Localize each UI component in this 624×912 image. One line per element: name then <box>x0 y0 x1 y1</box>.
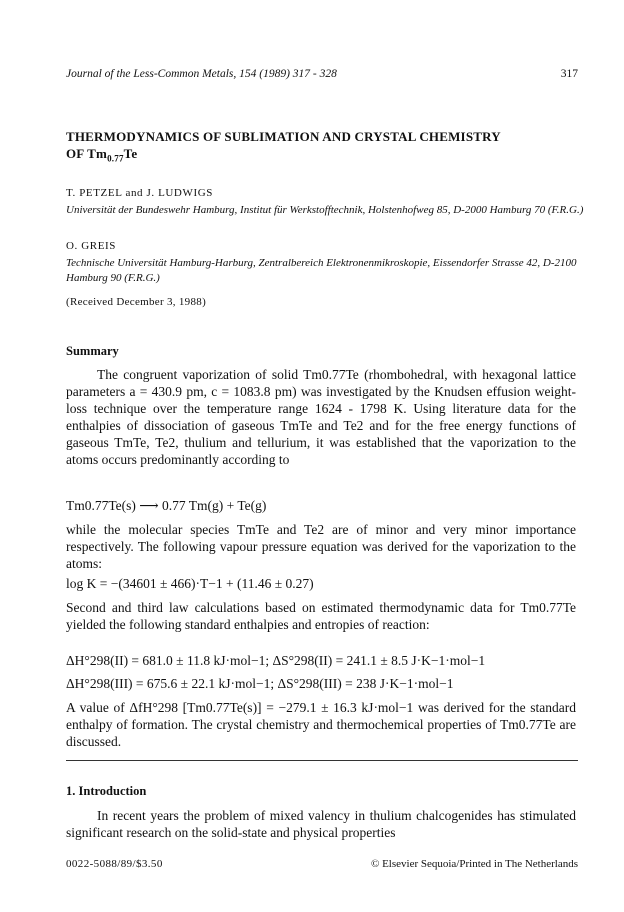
received-date: (Received December 3, 1988) <box>66 296 207 308</box>
running-header <box>66 68 578 84</box>
vapour-pressure-equation: log K = −(34601 ± 466)·T−1 + (11.46 ± 0.27) <box>66 576 314 591</box>
summary-heading: Summary <box>66 344 119 358</box>
affiliation-1: Universität der Bundeswehr Hamburg, Institut für Werkstofftechnik, Holstenhofweg 85, D-2000 Hamburg 70 (F.R.G.) <box>66 204 584 216</box>
summary-paragraph-2: while the molecular species TmTe and Te2 are of minor and very minor importance respectively. The following vapour pressure equation was derived for the vaporization to the atoms: <box>66 522 576 571</box>
journal-citation: Journal of the Less-Common Metals, 154 (1989) 317 - 328 <box>66 68 337 80</box>
summary-paragraph-1: The congruent vaporization of solid Tm0.77Te (rhombohedral, with hexagonal lattice parameters a = 430.9 pm, c = 1083.8 pm) was investigated by the Knudsen effusion weight-loss technique over the temperature range 1624 - 1798 K. Using literature data for the enthalpies of dissociation of gaseous TmTe and Te2 and for the free energy functions of gaseous TmTe, Te2, thulium and tellurium, it was established that the vaporization to the atoms occurs predominantly according to <box>66 367 576 467</box>
vaporization-equation: Tm0.77Te(s) ⟶ 0.77 Tm(g) + Te(g) <box>66 498 267 513</box>
issn-price: 0022-5088/89/$3.50 <box>66 858 163 870</box>
title-line-1: THERMODYNAMICS OF SUBLIMATION AND CRYSTAL CHEMISTRY <box>66 129 501 144</box>
summary-paragraph-3: Second and third law calculations based on estimated thermodynamic data for Tm0.77Te yielded the following standard enthalpies and entropies of reaction: <box>66 600 576 632</box>
author-group-1: T. PETZEL and J. LUDWIGS <box>66 187 213 199</box>
page-number: 317 <box>560 68 578 80</box>
third-law-results: ΔH°298(III) = 675.6 ± 22.1 kJ·mol−1; ΔS°298(III) = 238 J·K−1·mol−1 <box>66 676 454 691</box>
summary-paragraph-4: A value of ΔfH°298 [Tm0.77Te(s)] = −279.1 ± 16.3 kJ·mol−1 was derived for the standard enthalpy of formation. The crystal chemistry and thermochemical properties of Tm0.77Te are discussed. <box>66 700 576 749</box>
author-group-2: O. GREIS <box>66 240 117 252</box>
affiliation-2: Technische Universität Hamburg-Harburg, Zentralbereich Elektronenmikroskopie, Eissendorfer Strasse 42, D-2100 Hamburg 90 (F.R.G.) <box>66 257 577 284</box>
introduction-paragraph-1: In recent years the problem of mixed valency in thulium chalcogenides has stimulated significant research on the solid-state and physical properties <box>66 808 576 840</box>
copyright-notice: © Elsevier Sequoia/Printed in The Netherlands <box>370 858 578 870</box>
second-law-results: ΔH°298(II) = 681.0 ± 11.8 kJ·mol−1; ΔS°298(II) = 241.1 ± 8.5 J·K−1·mol−1 <box>66 653 486 668</box>
introduction-heading: 1. Introduction <box>66 784 147 798</box>
article-title <box>66 128 566 168</box>
section-divider <box>66 760 578 761</box>
title-line-2: OF $Tm_{0.77}Te$ <box>66 146 138 164</box>
